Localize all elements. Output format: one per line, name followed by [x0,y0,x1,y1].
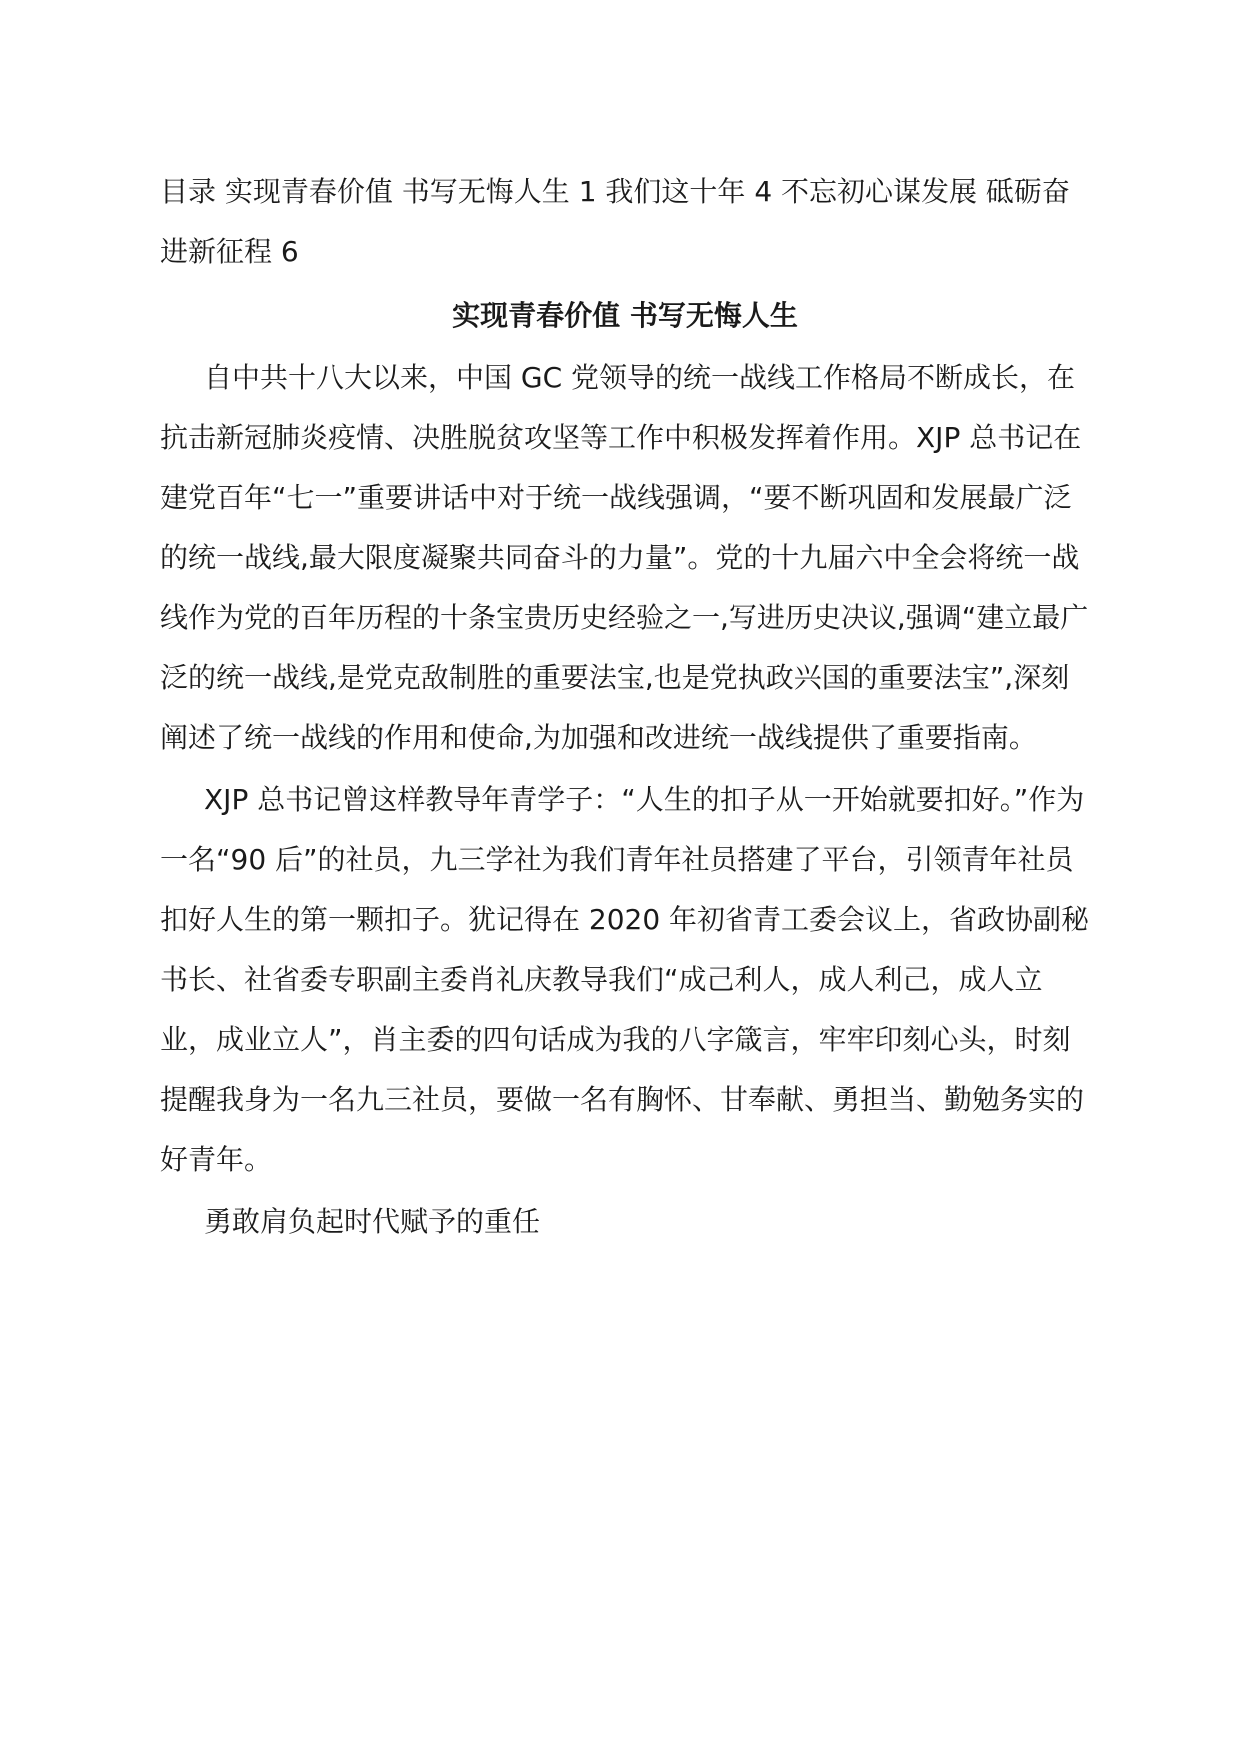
document-page [160,162,1090,1252]
table-of-contents: 目录 实现青春价值 书写无悔人生 1 我们这十年 4 不忘初心谋发展 砥砺奋进新征程 6 [160,175,1070,268]
paragraph-3: 勇敢肩负起时代赋予的重任 [204,1205,541,1238]
article-title: 实现青春价值 书写无悔人生 [452,299,798,332]
paragraph-2: XJP 总书记曾这样教导年青学子：“人生的扣子从一开始就要扣好。”作为一名“90 后”的社员，九三学社为我们青年社员搭建了平台，引领青年社员扣好人生的第一颗扣子。犹记得在 2020 年初省青工委会议上，省政协副秘书长、社省委专职副主委肖礼庆教导我们“成己利人，成人利己，成人立业，成业立人”，肖主委的四句话成为我的八字箴言，牢牢印刻心头，时刻提醒我身为一名九三社员，要做一名有胸怀、甘奉献、勇担当、勤勉务实的好青年。 [160,783,1090,1176]
paragraph-1: 自中共十八大以来，中国 GC 党领导的统一战线工作格局不断成长，在抗击新冠肺炎疫情、决胜脱贫攻坚等工作中积极发挥着作用。XJP 总书记在建党百年“七一”重要讲话中对于统一战线强调，“要不断巩固和发展最广泛的统一战线,最大限度凝聚共同奋斗的力量”。党的十九届六中全会将统一战线作为党的百年历程的十条宝贵历史经验之一,写进历史决议,强调“建立最广泛的统一战线,是党克敌制胜的重要法宝,也是党执政兴国的重要法宝”,深刻阐述了统一战线的作用和使命,为加强和改进统一战线提供了重要指南。 [160,361,1089,754]
